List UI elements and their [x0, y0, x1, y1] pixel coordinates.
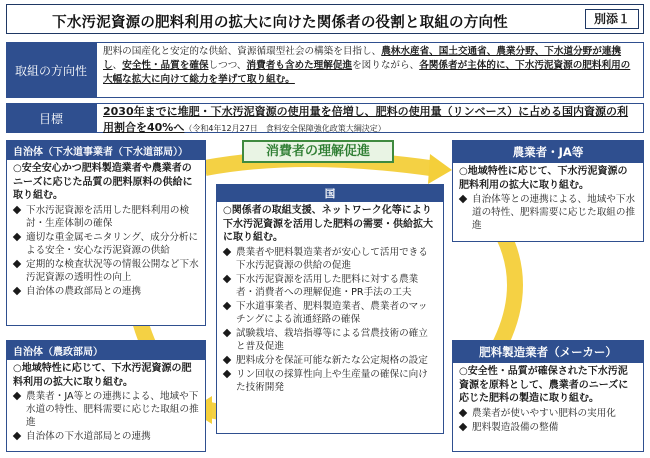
diamond-bullet-icon	[459, 195, 467, 203]
page-title: 下水汚泥資源の肥料利用の拡大に向けた関係者の役割と取組の方向性	[52, 15, 508, 31]
diamond-bullet-icon	[13, 232, 21, 240]
direction-segment: を図りながら、	[352, 60, 420, 71]
diamond-bullet-icon	[13, 392, 21, 400]
list-item	[13, 258, 199, 284]
arrow-head-top	[428, 154, 452, 184]
card-lead: ○関係者の取組支援、ネットワーク化等により下水汚泥資源を活用した肥料の需要・供給拡大に取り組む。	[223, 205, 433, 243]
list-item-text: 自治体の下水道部局との連携	[26, 431, 151, 442]
list-item-text: 下水汚泥資源を活用した肥料利用の検討・生産体制の確保	[26, 204, 190, 229]
list-item	[223, 368, 437, 394]
card-header: 農業者・JA等	[453, 141, 643, 163]
list-item	[223, 300, 437, 326]
card-lead: ○地域特性に応じて、下水汚泥資源の肥料利用の拡大に取り組む。	[459, 166, 628, 191]
diamond-bullet-icon	[223, 369, 231, 377]
card-list	[453, 407, 643, 434]
card-lead: ○安全安心かつ肥料製造業者や農業者のニーズに応じた品質の肥料原料の供給に取り組む。	[13, 163, 193, 201]
direction-segment: 消費者も含めた理解促進	[246, 60, 353, 71]
diamond-bullet-icon	[13, 259, 21, 267]
diamond-bullet-icon	[223, 247, 231, 255]
card-fertilizer-maker	[452, 340, 644, 452]
card-header: 自治体（下水道事業者（下水道部局））	[7, 141, 205, 160]
card-header: 自治体（農政部局）	[7, 341, 205, 360]
list-item-text: 農業者・JA等との連携による、地域や下水道の特性、肥料需要に応じた取組の推進	[26, 391, 199, 428]
list-item-text: 農業者や肥料製造業者が安心して活用できる下水汚泥資源の供給の促進	[236, 246, 428, 271]
diamond-bullet-icon	[459, 408, 467, 416]
direction-segment: 肥料の国産化と安定的な供給、資源循環型社会の構築を目指し、	[103, 46, 382, 57]
list-item	[13, 430, 199, 443]
diamond-bullet-icon	[223, 328, 231, 336]
card-list	[7, 204, 205, 298]
card-farmers-ja	[452, 140, 644, 242]
direction-segment: 農林水産省、国土交通省、農業分野、下水道分野が連携し	[103, 46, 622, 71]
list-item-text: 試験栽培、栽培指導等による営農技術の確立と普及促進	[236, 327, 428, 352]
list-item-text: 定期的な検査状況等の情報公開など下水汚泥資源の透明性の向上	[26, 258, 199, 283]
consumer-understanding: 消費者の理解促進	[242, 140, 394, 163]
goal-main: 2030年までに堆肥・下水汚泥資源の使用量を倍増し、肥料の使用量（リンベース）に占める国内資源の利用割合を40%へ	[103, 105, 629, 134]
list-item	[13, 204, 199, 230]
card-list	[7, 390, 205, 443]
diamond-bullet-icon	[13, 286, 21, 294]
list-item	[223, 354, 437, 367]
list-item	[459, 421, 637, 434]
card-lead: ○安全性・品質が確保された下水汚泥資源を原料として、農業者のニーズに応じた肥料の製造に取り組む。	[459, 366, 629, 404]
direction-label: 取組の方向性	[6, 42, 96, 98]
goal-note: （令和4年12月27日 食料安全保障強化政策大綱決定）	[184, 124, 386, 133]
card-municipality-agri	[6, 340, 206, 452]
list-item-text: 自治体の農政部局との連携	[26, 285, 142, 297]
diamond-bullet-icon	[223, 355, 231, 363]
diamond-bullet-icon	[223, 274, 231, 282]
card-national	[216, 184, 444, 434]
list-item-text: リン回収の採算性向上や生産量の確保に向けた技術開発	[236, 368, 428, 393]
direction-segment: しつつ、	[208, 60, 247, 71]
card-header: 肥料製造業者（メーカー）	[453, 341, 643, 363]
list-item-text: 自治体等との連携による、地域や下水道の特性、肥料需要に応じた取組の推進	[472, 194, 636, 231]
list-item-text: 肥料成分を保証可能な新たな公定規格の設定	[236, 354, 428, 366]
diamond-bullet-icon	[13, 432, 21, 440]
list-item	[13, 285, 199, 298]
list-item	[459, 193, 637, 232]
list-item	[223, 273, 437, 299]
list-item	[223, 327, 437, 353]
direction-segment: 各関係者が主体的に、下水汚泥資源の肥料利用の大幅な拡大に向けて総力を挙げて取り組む。	[103, 60, 631, 85]
list-item-text: 下水汚泥資源を活用した肥料に対する農業者・消費者への理解促進・PR手法の工夫	[236, 273, 419, 298]
direction-segment: 安全性・品質を確保	[122, 60, 209, 71]
list-item	[223, 246, 437, 272]
diamond-bullet-icon	[223, 301, 231, 309]
diamond-bullet-icon	[13, 205, 21, 213]
card-header: 国	[217, 185, 443, 202]
card-municipality-sewer	[6, 140, 206, 326]
goal-label: 目標	[6, 103, 96, 133]
card-list	[217, 246, 443, 394]
list-item-text: 農業者が使いやすい肥料の実用化	[472, 407, 616, 419]
list-item	[459, 407, 637, 420]
list-item-text: 肥料製造設備の整備	[472, 421, 559, 433]
card-list	[453, 193, 643, 232]
list-item	[13, 231, 199, 257]
list-item-text: 適切な重金属モニタリング、成分分析による安全・安心な汚泥資源の供給	[26, 231, 199, 256]
card-lead: ○地域特性に応じて、下水汚泥資源の肥料利用の拡大に取り組む。	[13, 363, 192, 388]
annex-badge: 別添１	[585, 9, 639, 29]
list-item-text: 下水道事業者、肥料製造業者、農業者のマッチングによる流通経路の確保	[236, 300, 428, 325]
direction-segment: 、	[112, 60, 123, 71]
list-item	[13, 390, 199, 429]
diamond-bullet-icon	[459, 422, 467, 430]
